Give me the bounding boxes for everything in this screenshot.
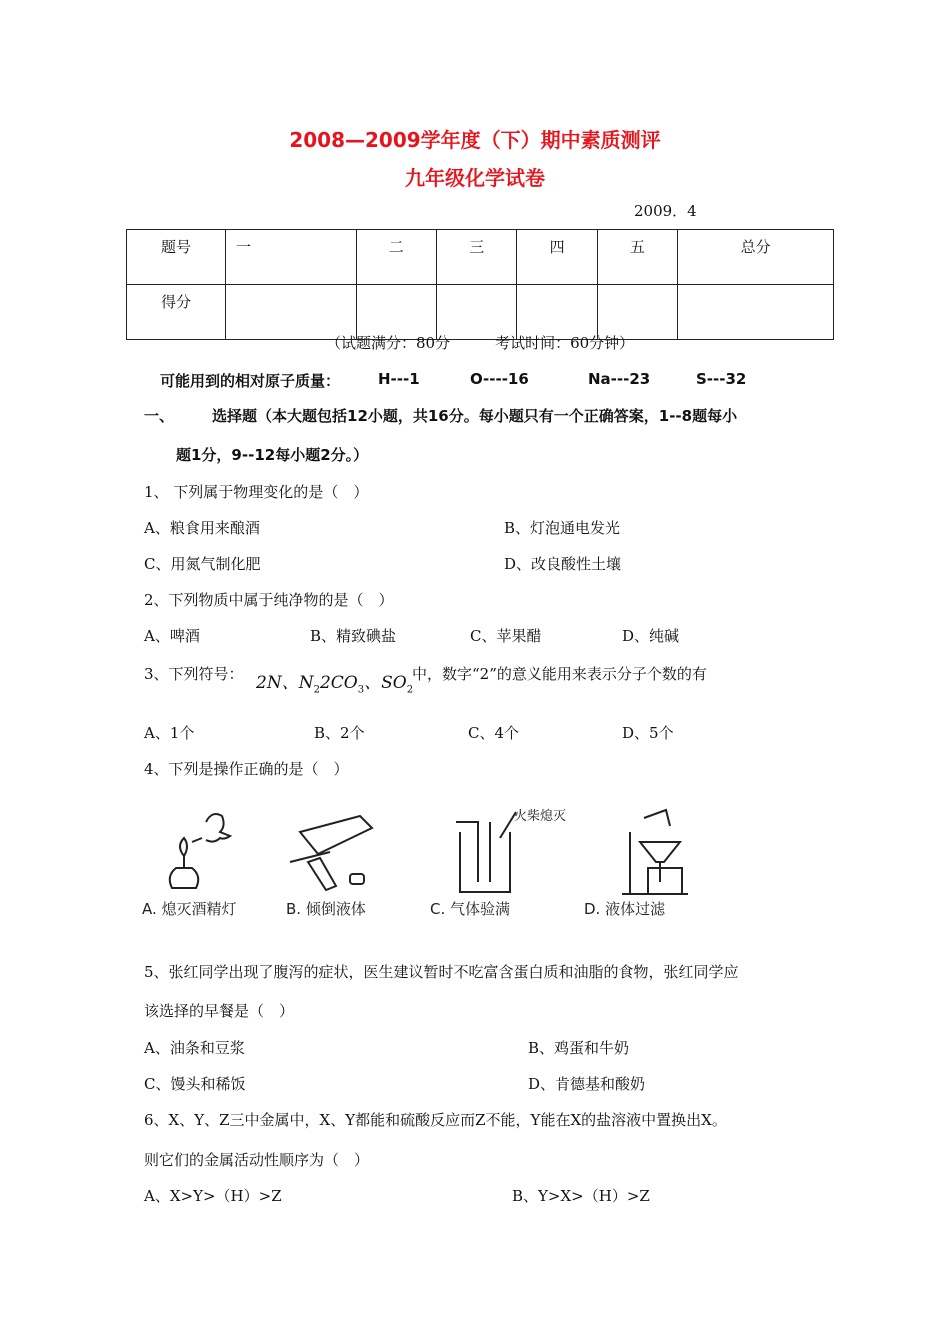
figure-b-caption: B. 倾倒液体 (286, 900, 366, 918)
chemical-formulas: 2N、$N_22CO_3$、$SO_2$ (256, 673, 414, 696)
question-6-line1: 6、X、Y、Z三中金属中，X、Y都能和硫酸反应而Z不能，Y能在X的盐溶液中置换出X。 (144, 1111, 727, 1129)
question-3-option-c[interactable]: C、4个 (468, 724, 520, 742)
atomic-mass-o: O----16 (470, 370, 529, 388)
question-6-option-b[interactable]: B、Y>X>（H）>Z (512, 1187, 650, 1205)
figure-c-note: 火柴熄灭 (514, 809, 567, 824)
score-cell: 一 (226, 230, 357, 285)
question-1-option-b[interactable]: B、灯泡通电发光 (504, 519, 621, 537)
question-5-line1: 5、张红同学出现了腹泻的症状，医生建议暂时不吃富含蛋白质和油脂的食物，张红同学应 (144, 963, 739, 981)
exam-subtitle: 九年级化学试卷 (405, 166, 545, 190)
score-cell: 总分 (678, 230, 834, 285)
question-3-option-d[interactable]: D、5个 (622, 724, 674, 742)
figure-d-caption: D. 液体过滤 (584, 900, 666, 918)
question-3-option-a[interactable]: A、1个 (144, 724, 195, 742)
atomic-mass-label: 可能用到的相对原子质量： (160, 372, 341, 390)
question-1-option-a[interactable]: A、粮食用来酿酒 (144, 519, 260, 537)
question-3-option-b[interactable]: B、2个 (314, 724, 365, 742)
section-heading-line2: 题1分，9--12每小题2分。） (176, 446, 369, 464)
exam-date: 2009．4 (634, 202, 697, 220)
question-6-line2: 则它们的金属活动性顺序为（ ） (144, 1151, 370, 1169)
atomic-mass-na: Na---23 (588, 370, 651, 388)
question-5-option-c[interactable]: C、馒头和稀饭 (144, 1075, 246, 1093)
atomic-mass-s: S---32 (696, 370, 747, 388)
score-cell: 五 (597, 230, 677, 285)
exam-title: 2008—2009学年度（下）期中素质测评 (289, 128, 661, 152)
section-heading-line1: 选择题（本大题包括12小题，共16分。每小题只有一个正确答案，1--8题每小 (212, 407, 738, 425)
question-6-option-a[interactable]: A、X>Y>（H）>Z (144, 1187, 282, 1205)
question-2-option-b[interactable]: B、精致碘盐 (310, 627, 397, 645)
figure-a-caption: A. 熄灭酒精灯 (142, 900, 237, 918)
score-cell: 四 (517, 230, 597, 285)
question-2-option-a[interactable]: A、啤酒 (144, 627, 200, 645)
pouring-bottle-icon (290, 816, 372, 890)
question-2-option-d[interactable]: D、纯碱 (622, 627, 680, 645)
score-table (126, 229, 834, 340)
question-3-prefix: 3、下列符号： (144, 665, 244, 683)
section-number: 一、 (144, 407, 175, 425)
question-2-stem: 2、下列物质中属于纯净物的是（ ） (144, 591, 394, 609)
score-row-label: 得分 (127, 285, 226, 340)
gas-jar-icon (456, 812, 516, 892)
question-3-suffix: 中，数字“2”的意义能用来表示分子个数的有 (412, 665, 707, 683)
question-5-option-a[interactable]: A、油条和豆浆 (144, 1039, 245, 1057)
question-5-line2: 该选择的早餐是（ ） (144, 1002, 295, 1020)
question-1-option-c[interactable]: C、用氮气制化肥 (144, 555, 261, 573)
question-5-option-d[interactable]: D、肯德基和酸奶 (528, 1075, 646, 1093)
atomic-mass-h: H---1 (378, 370, 420, 388)
score-input-cell[interactable] (678, 285, 834, 340)
score-cell: 二 (356, 230, 436, 285)
question-1-stem: 1、 下列属于物理变化的是（ ） (144, 483, 369, 501)
question-1-option-d[interactable]: D、改良酸性土壤 (504, 555, 622, 573)
alcohol-lamp-icon (170, 814, 230, 888)
score-cell: 三 (437, 230, 517, 285)
score-cell: 题号 (127, 230, 226, 285)
score-table-header-row (127, 230, 834, 285)
filter-funnel-icon (622, 810, 688, 894)
figure-c-caption: C. 气体验满 (430, 900, 511, 918)
question-4-stem: 4、下列是操作正确的是（ ） (144, 760, 349, 778)
question-5-option-b[interactable]: B、鸡蛋和牛奶 (528, 1039, 630, 1057)
question-2-option-c[interactable]: C、苹果醋 (470, 627, 542, 645)
lab-operations-figure (140, 802, 700, 922)
exam-info: （试题满分：80分 考试时间：60分钟） (326, 334, 635, 352)
